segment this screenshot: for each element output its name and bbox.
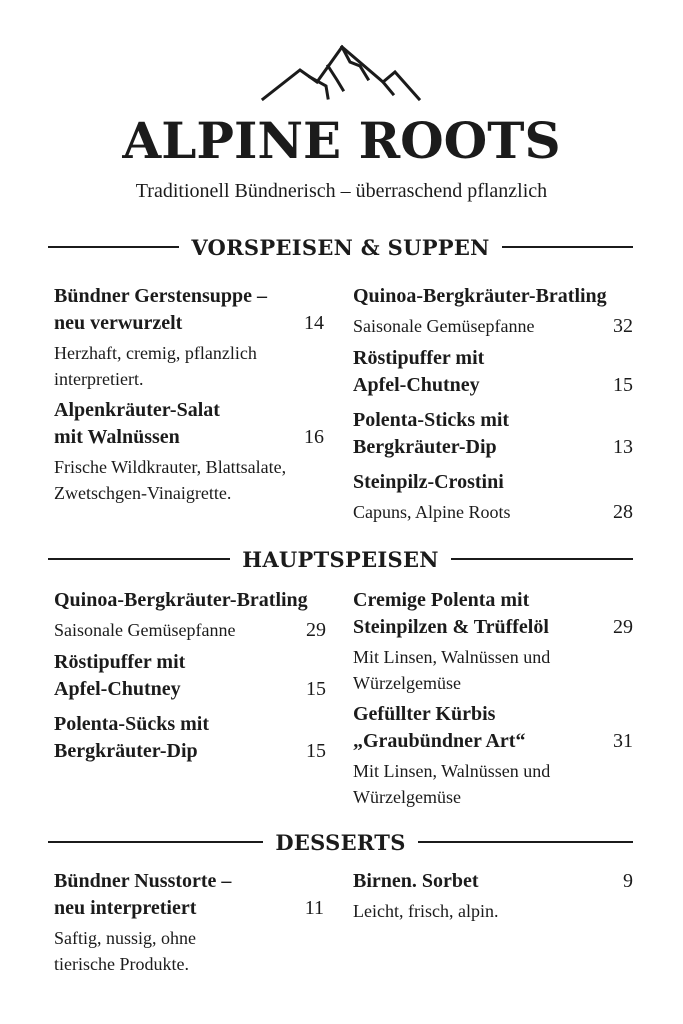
divider xyxy=(48,246,179,248)
item-price: 16 xyxy=(304,426,324,448)
item-name: Polenta-Sticks mit Bergkräuter-Dip xyxy=(353,409,510,458)
starters-left-column xyxy=(54,283,324,506)
mountain-icon xyxy=(260,44,422,102)
item-name: Quinoa-Bergkräuter-Bratling xyxy=(54,589,308,611)
item-name: Bündner Nusstorte – neu interpretiert xyxy=(54,870,232,919)
section-header-mains xyxy=(48,541,633,577)
menu-item xyxy=(353,345,633,399)
desserts-left-column xyxy=(54,868,324,977)
item-name: Birnen. Sorbet xyxy=(353,870,479,892)
divider xyxy=(48,558,230,560)
section-header-desserts xyxy=(48,824,633,860)
menu-item xyxy=(353,469,633,525)
item-name: Cremige Polenta mit Steinpilzen & Trüffelöl xyxy=(353,589,549,638)
menu-item xyxy=(54,711,326,765)
item-price: 14 xyxy=(304,312,324,334)
menu-item xyxy=(353,701,633,810)
section-title: VORSPEISEN & SUPPEN xyxy=(191,234,490,260)
brand-title: ALPINE ROOTS xyxy=(122,111,561,170)
item-description: Saisonale Gemüsepfanne xyxy=(353,316,535,336)
menu-item xyxy=(54,587,326,643)
menu-item xyxy=(353,283,633,339)
mains-right-column xyxy=(353,587,633,810)
desserts-right-column xyxy=(353,868,633,924)
item-price: 15 xyxy=(306,678,326,700)
item-name: Steinpilz-Crostini xyxy=(353,471,504,493)
item-price: 32 xyxy=(613,315,633,337)
item-name: Alpenkräuter-Salat mit Walnüssen xyxy=(54,399,220,448)
menu-item xyxy=(54,397,324,506)
brand-tagline: Traditionell Bündnerisch – überraschend pflanzlich xyxy=(135,180,548,202)
item-price: 28 xyxy=(613,501,633,523)
item-name: Röstipuffer mit Apfel-Chutney xyxy=(353,347,485,396)
item-description: Mit Linsen, Walnüssen und Würzelgemüse xyxy=(353,761,551,807)
menu-item xyxy=(353,587,633,696)
item-description: Mit Linsen, Walnüssen und Würzelgemüse xyxy=(353,647,551,693)
item-description: Capuns, Alpine Roots xyxy=(353,502,511,522)
menu-item xyxy=(54,283,324,392)
item-description: Herzhaft, cremig, pflanzlich interpretiert. xyxy=(54,343,257,389)
section-title: DESSERTS xyxy=(275,829,406,855)
item-price: 9 xyxy=(623,870,633,892)
item-description: Leicht, frisch, alpin. xyxy=(353,901,499,921)
starters-right-column xyxy=(353,283,633,525)
item-description: Saftig, nussig, ohne tierische Produkte. xyxy=(54,928,196,974)
item-name: Gefüllter Kürbis „Graubündner Art“ xyxy=(353,703,526,752)
menu-item xyxy=(353,407,633,461)
divider xyxy=(451,558,633,560)
item-description: Frische Wildkrauter, Blattsalate, Zwetschgen-Vinaigrette. xyxy=(54,457,287,503)
item-name: Polenta-Sücks mit Bergkräuter-Dip xyxy=(54,713,209,762)
menu-item xyxy=(54,868,324,977)
item-price: 29 xyxy=(306,619,326,641)
section-title: HAUPTSPEISEN xyxy=(242,546,439,572)
item-price: 13 xyxy=(613,436,633,458)
divider xyxy=(48,841,263,843)
item-price: 31 xyxy=(613,730,633,752)
item-name: Quinoa-Bergkräuter-Bratling xyxy=(353,285,607,307)
item-price: 15 xyxy=(306,740,326,762)
section-header-starters xyxy=(48,229,633,265)
item-description: Saisonale Gemüsepfanne xyxy=(54,620,236,640)
item-name: Bündner Gerstensuppe – neu verwurzelt xyxy=(54,285,268,334)
item-price: 15 xyxy=(613,374,633,396)
divider xyxy=(502,246,633,248)
menu-item xyxy=(353,868,633,924)
item-price: 29 xyxy=(613,616,633,638)
divider xyxy=(418,841,633,843)
item-name: Röstipuffer mit Apfel-Chutney xyxy=(54,651,186,700)
item-price: 11 xyxy=(304,897,324,919)
menu-item xyxy=(54,649,326,703)
mains-left-column xyxy=(54,587,326,765)
